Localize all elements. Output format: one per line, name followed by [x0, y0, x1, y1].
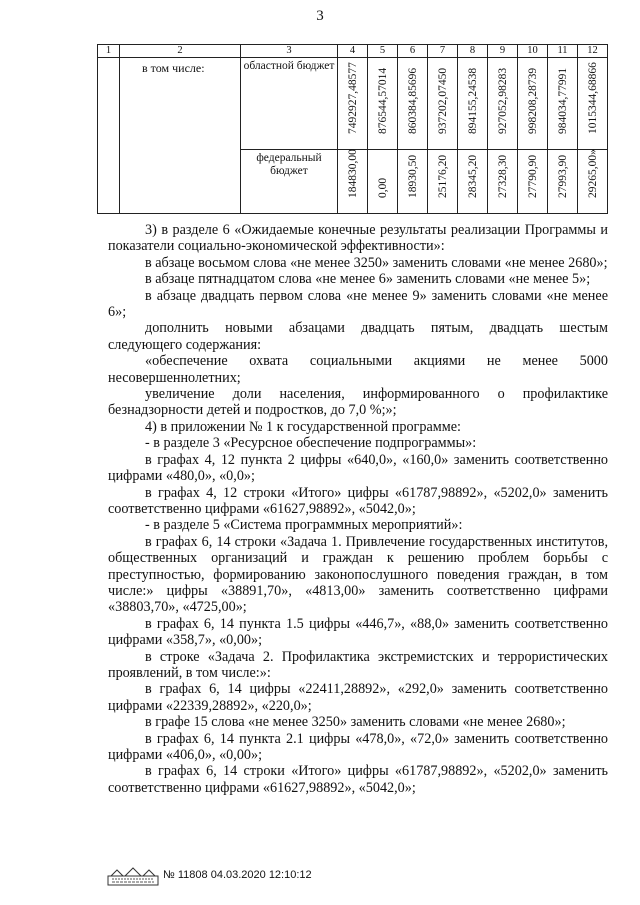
- source-regional-budget: областной бюджет: [241, 58, 338, 150]
- budget-table: [97, 44, 608, 214]
- value-cell: [338, 150, 368, 214]
- value-cell: [398, 58, 428, 150]
- paragraph: в графах 4, 12 строки «Итого» цифры «61787,98892», «5202,0» заменить соответственно цифрами «61627,98892», «5042,0»;: [108, 484, 608, 517]
- paragraph: в графах 4, 12 пункта 2 цифры «640,0», «160,0» заменить соответственно цифрами «480,0», «0,0»;: [108, 451, 608, 485]
- value-cell: [488, 58, 518, 150]
- column-number: 10: [518, 45, 548, 58]
- regional-value-col5: 876544,57014: [376, 67, 389, 134]
- doc-datetime: 04.03.2020 12:10:12: [210, 869, 312, 881]
- page-number: 3: [316, 8, 324, 24]
- paragraph: в строке «Задача 2. Профилактика экстремистских и террористических проявлений, в том числе:»:: [108, 648, 608, 681]
- value-cell: [428, 58, 458, 150]
- federal-value-col6: 18930,50: [406, 154, 419, 198]
- paragraph: в графах 6, 14 строки «Задача 1. Привлечение государственных институтов, общественных организаций и граждан к решению проблем борьбы с преступностью, формированию законопослушного поведения граждан, в том числе:» цифры «38891,70», «4813,00» заменить соответственно цифрами «38803,70», «4725,00»;: [108, 533, 608, 616]
- regional-value-col10: 998208,28739: [526, 67, 539, 134]
- regional-value-col6: 860384,85696: [406, 67, 419, 134]
- value-cell: [458, 58, 488, 150]
- source-federal-budget: федеральный бюджет: [241, 150, 338, 214]
- regional-value-col7: 937202,07450: [436, 67, 449, 134]
- doc-number: № 11808: [163, 869, 208, 881]
- document-footer: [107, 866, 367, 888]
- federal-value-col10: 27790,90: [526, 154, 539, 198]
- column-number: 9: [488, 45, 518, 58]
- value-cell: [398, 150, 428, 214]
- table-row-regional: [98, 58, 608, 150]
- column-number: 7: [428, 45, 458, 58]
- footer-registration: [163, 869, 312, 881]
- value-cell: [338, 58, 368, 150]
- federal-value-col8: 28345,20: [466, 154, 479, 198]
- value-cell: [578, 58, 608, 150]
- paragraph: 3) в разделе 6 «Ожидаемые конечные результаты реализации Программы и показатели социально-экономической эффективности»:: [108, 222, 608, 255]
- paragraph: в графах 6, 14 пункта 2.1 цифры «478,0», «72,0» заменить соответственно цифрами «406,0», «0,00»;: [108, 730, 608, 763]
- federal-value-col11: 27993,90: [556, 154, 569, 198]
- column-number: 1: [98, 45, 120, 58]
- column-number: 5: [368, 45, 398, 58]
- federal-value-col9: 27328,30: [496, 154, 509, 198]
- table-header-row: [98, 45, 608, 58]
- regional-value-col4: 7492927,48577: [346, 62, 359, 134]
- paragraph: в абзаце пятнадцатом слова «не менее 6» заменить словами «не менее 5»;: [145, 271, 591, 288]
- value-cell: [368, 150, 398, 214]
- value-cell: [428, 150, 458, 214]
- paragraph: 4) в приложении № 1 к государственной программе:: [145, 418, 461, 435]
- regional-value-col12: 1015344,68866: [586, 62, 599, 134]
- federal-value-col12: 29265,00»: [586, 149, 599, 198]
- column-number: 12: [578, 45, 608, 58]
- paragraph: в абзаце двадцать первом слова «не менее 9» заменить словами «не менее 6»;: [108, 287, 608, 321]
- value-cell: [368, 58, 398, 150]
- value-cell: [548, 150, 578, 214]
- paragraph: увеличение доли населения, информированного о профилактике безнадзорности детей и подростков, до 7,0 %;»;: [108, 386, 608, 419]
- regional-value-col8: 894155,24538: [466, 67, 479, 134]
- federal-value-col7: 25176,20: [436, 154, 449, 198]
- regional-value-col9: 927052,98283: [496, 67, 509, 134]
- paragraph: дополнить новыми абзацами двадцать пятым, двадцать шестым следующего содержания:: [108, 320, 608, 353]
- value-cell: [578, 150, 608, 214]
- column-number: 11: [548, 45, 578, 58]
- value-cell: [548, 58, 578, 150]
- federal-value-col5: 0,00: [376, 177, 389, 198]
- paragraph: в абзаце восьмом слова «не менее 3250» заменить словами «не менее 2680»;: [145, 254, 608, 271]
- registry-stamp-icon: [107, 866, 159, 886]
- value-cell: [518, 58, 548, 150]
- column-number: 3: [241, 45, 338, 58]
- value-cell: [518, 150, 548, 214]
- paragraph: - в разделе 3 «Ресурсное обеспечение подпрограммы»:: [145, 435, 477, 452]
- regional-value-col11: 984034,77991: [556, 67, 569, 134]
- column-number: 4: [338, 45, 368, 58]
- paragraph: в графах 6, 14 строки «Итого» цифры «61787,98892», «5202,0» заменить соответственно цифрами «61627,98892», «5042,0»;: [108, 763, 608, 796]
- column-number: 2: [120, 45, 241, 58]
- value-cell: [458, 150, 488, 214]
- paragraph: - в разделе 5 «Система программных мероприятий»:: [145, 517, 463, 534]
- paragraph: в графах 6, 14 пункта 1.5 цифры «446,7», «88,0» заменить соответственно цифрами «358,7», «0,00»;: [108, 615, 608, 649]
- row-label-including: в том числе:: [120, 58, 241, 214]
- federal-value-col4: 184830,00: [346, 149, 359, 198]
- paragraph: в графе 15 слова «не менее 3250» заменить словами «не менее 2680»;: [145, 714, 566, 731]
- table-cell-empty: [98, 58, 120, 214]
- value-cell: [488, 150, 518, 214]
- paragraph: в графах 6, 14 цифры «22411,28892», «292,0» заменить соответственно цифрами «22339,28892», «220,0»;: [108, 681, 608, 714]
- paragraph: «обеспечение охвата социальными акциями не менее 5000 несовершеннолетних;: [108, 353, 608, 386]
- column-number: 8: [458, 45, 488, 58]
- amendment-text: [108, 222, 608, 796]
- column-number: 6: [398, 45, 428, 58]
